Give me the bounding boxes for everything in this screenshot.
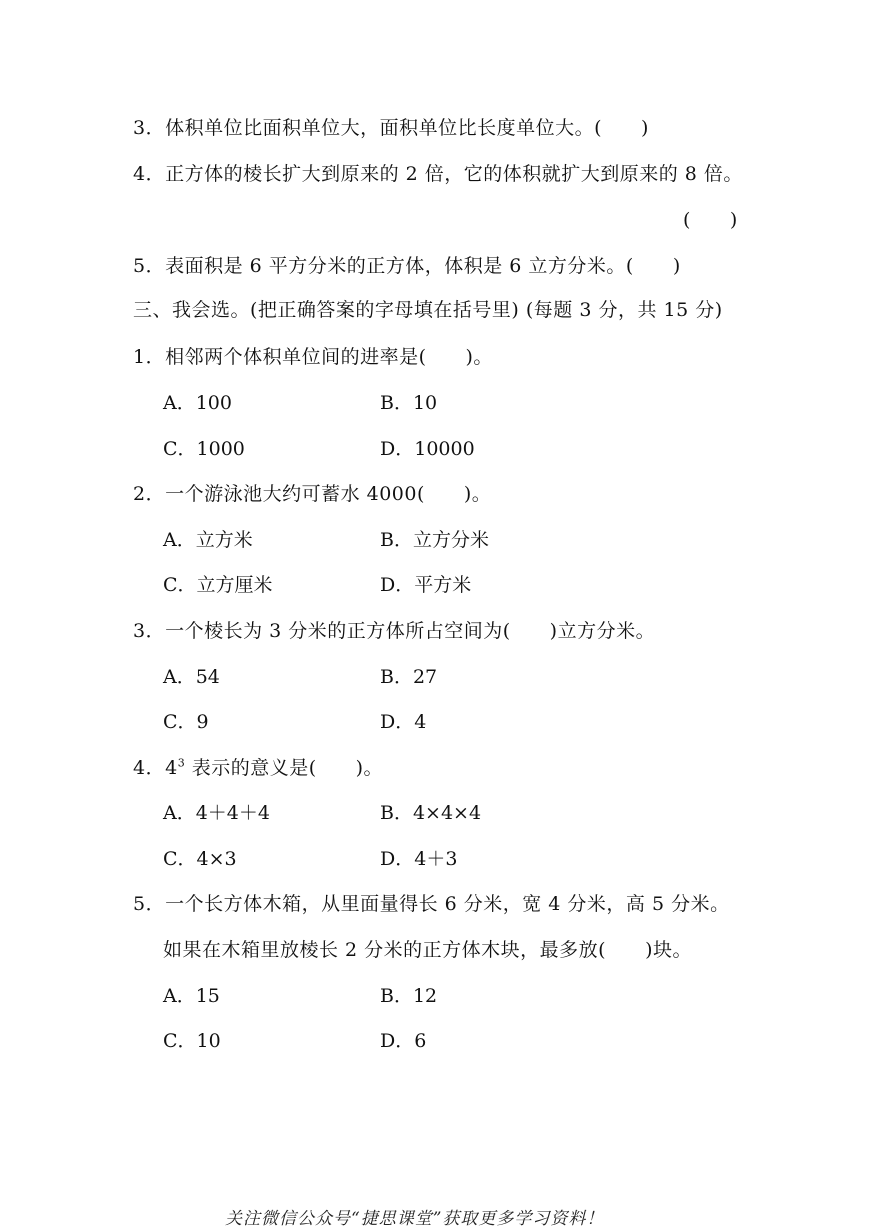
- choice-q4-prefix: 4．: [133, 757, 166, 779]
- judge-q4-bracket: ( ): [683, 209, 738, 231]
- choice-q4-option-b: B．4×4×4: [380, 802, 482, 824]
- choice-q3-option-c: C．9: [163, 711, 209, 733]
- choice-q2-option-b: B．立方分米: [380, 529, 489, 551]
- judge-q3: 3．体积单位比面积单位大，面积单位比长度单位大。( ): [133, 117, 649, 139]
- choice-q5-option-a: A．15: [163, 985, 220, 1007]
- choice-q4-option-c: C．4×3: [163, 848, 237, 870]
- choice-q5-option-b: B．12: [380, 985, 438, 1007]
- choice-q3-option-a: A．54: [163, 666, 220, 688]
- choice-q2-option-a: A．立方米: [163, 529, 253, 551]
- choice-q5-option-d: D．6: [380, 1030, 427, 1052]
- choice-q3-option-d: D．4: [380, 711, 427, 733]
- choice-q5-stem: 5．一个长方体木箱，从里面量得长 6 分米，宽 4 分米，高 5 分米。: [133, 893, 730, 915]
- choice-q2-option-d: D．平方米: [380, 574, 472, 596]
- choice-q1-option-b: B．10: [380, 392, 438, 414]
- choice-q1-stem: 1．相邻两个体积单位间的进率是( )。: [133, 346, 493, 368]
- choice-q1-option-a: A．100: [163, 392, 232, 414]
- judge-q5: 5．表面积是 6 平方分米的正方体，体积是 6 立方分米。( ): [133, 255, 681, 277]
- choice-q4-option-d: D．4＋3: [380, 848, 458, 870]
- choice-q4-rest: 表示的意义是( )。: [191, 757, 384, 779]
- choice-q3-option-b: B．27: [380, 666, 438, 688]
- choice-q2-option-c: C．立方厘米: [163, 574, 273, 596]
- choice-q4-base: 4: [165, 757, 178, 779]
- choice-q5-option-c: C．10: [163, 1030, 221, 1052]
- footer-note: 关注微信公众号“捷思课堂”获取更多学习资料！: [225, 1209, 605, 1229]
- judge-q4: 4．正方体的棱长扩大到原来的 2 倍，它的体积就扩大到原来的 8 倍。: [133, 163, 743, 185]
- choice-q5-stem-line2: 如果在木箱里放棱长 2 分米的正方体木块，最多放( )块。: [163, 939, 692, 961]
- section3-heading: 三、我会选。(把正确答案的字母填在括号里) (每题 3 分，共 15 分): [133, 299, 723, 321]
- choice-q3-stem: 3．一个棱长为 3 分米的正方体所占空间为( )立方分米。: [133, 620, 656, 642]
- choice-q4-option-a: A．4＋4＋4: [163, 802, 270, 824]
- choice-q2-stem: 2．一个游泳池大约可蓄水 4000( )。: [133, 483, 492, 505]
- choice-q1-option-d: D．10000: [380, 438, 475, 460]
- choice-q4-exponent: 3: [177, 756, 186, 770]
- choice-q4-stem: [133, 756, 383, 780]
- choice-q1-option-c: C．1000: [163, 438, 245, 460]
